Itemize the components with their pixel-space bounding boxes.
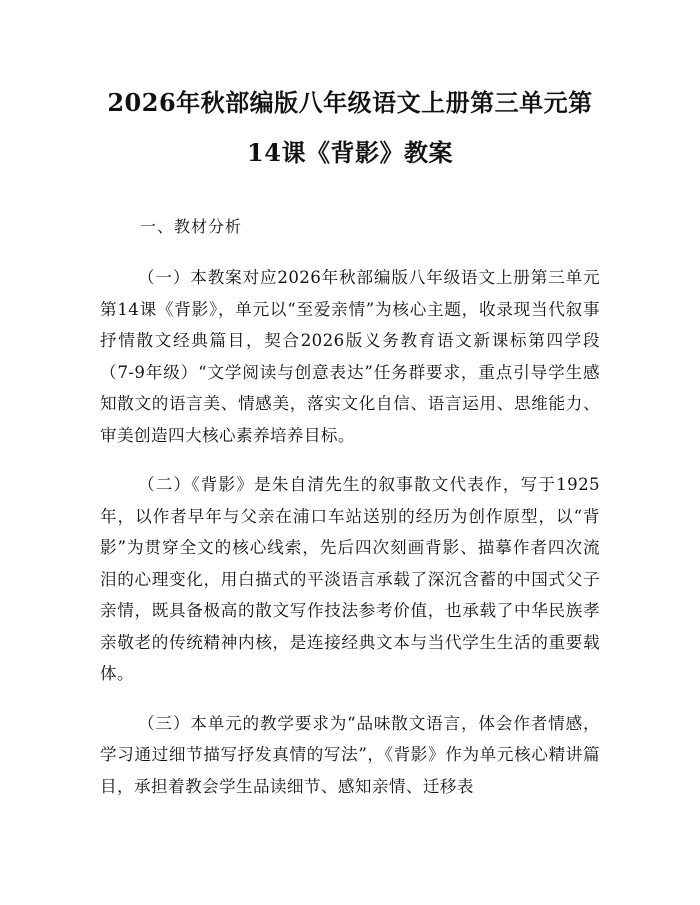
section-heading-textbook-analysis: 一、教材分析 xyxy=(140,217,243,236)
title-line-2: 14课《背影》教案 xyxy=(247,138,453,167)
paragraph-3: （三）本单元的教学要求为“品味散文语言，体会作者情感，学习通过细节描写抒发真情的写法”，《背影》作为单元核心精讲篇目，承担着教会学生品读细节、感知亲情、迁移表 xyxy=(100,713,600,796)
paragraph-2: （二）《背影》是朱自清先生的叙事散文代表作，写于1925年，以作者早年与父亲在浦口车站送别的经历为创作原型，以“背影”为贯穿全文的核心线索，先后四次刻画背影、描摹作者四次流泪的心理变化，用白描式的平淡语言承载了深沉含蓄的中国式父子亲情，既具备极高的散文写作技法参考价值，也承载了中华民族孝亲敬老的传统精神内核，是连接经典文本与当代学生生活的重要载体。 xyxy=(100,475,600,683)
document-title xyxy=(100,78,600,178)
paragraph-1: （一）本教案对应2026年秋部编版八年级语文上册第三单元第14课《背影》，单元以“至爱亲情”为核心主题，收录现当代叙事抒情散文经典篇目，契合2026版义务教育语文新课标第四学段（7-9年级）“文学阅读与创意表达”任务群要求，重点引导学生感知散文的语言美、情感美，落实文化自信、语言运用、思维能力、审美创造四大核心素养培养目标。 xyxy=(100,268,600,445)
title-line-1: 2026年秋部编版八年级语文上册第三单元第 xyxy=(107,88,593,117)
